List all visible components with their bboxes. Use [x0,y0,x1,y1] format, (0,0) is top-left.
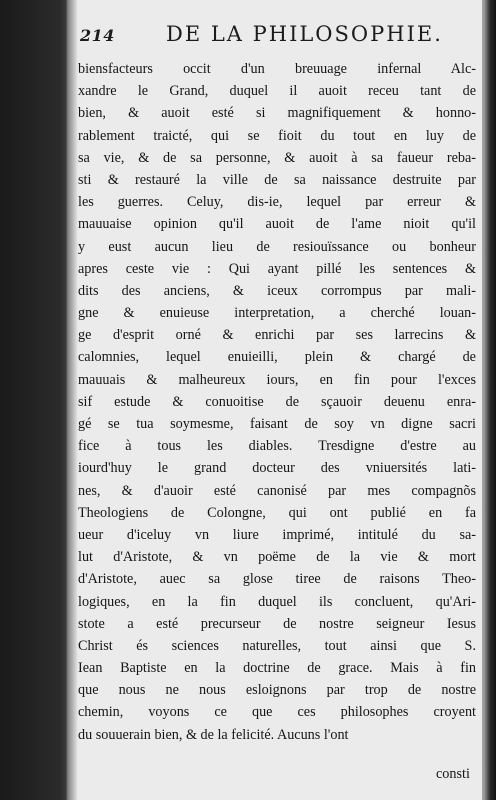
text-line: rablement traicté, qui se fioit du tout en luy de [78,127,476,144]
text-line: dits des anciens, & iceux corrompus par mali- [78,282,476,299]
text-line: mauuais & malheureux iours, en fin pour l'exces [78,371,476,388]
gutter-shadow [68,0,78,800]
text-line: biensfacteurs occit d'un breuuage infernal Alc- [78,61,476,77]
text-line: gne & enuieuse interpretation, a cherché louan- [78,305,476,322]
text-line: du souuerain bien, & de la felicité. Aucuns l'ont [78,726,349,743]
text-line: d'Aristote, auec sa glose tiree de raisons Theo- [78,571,476,588]
book-page [68,0,482,800]
text-line: fice à tous les diables. Tresdigne d'estre au [78,438,476,455]
catchword: consti [436,766,470,782]
text-line: nes, & d'auoir esté canonisé par mes compagnõs [78,482,476,499]
text-line: sif estude & conuoitise de sçauoir deuenu enra- [78,393,476,410]
text-line: y eust aucun lieu de resiouïssance ou bonheur [78,238,476,255]
text-line: que nous ne nous esloignons par trop de nostre [78,682,476,699]
text-line: bien, & auoit esté si magnifiquement & honno- [78,105,476,122]
text-line: apres ceste vie : Qui ayant pillé les sentences & [78,260,476,277]
text-line: iourd'huy le grand docteur des vniuersités lati- [78,460,476,477]
text-line: chemin, voyons ce que ces philosophes croyent [78,704,476,721]
text-line: logiques, en la fin duquel ils concluent, qu'Ari- [78,593,476,610]
text-line: ueur d'iceluy vn liure imprimé, intitulé du sa- [78,526,476,543]
text-line: sti & restauré la ville de sa naissance destruite par [78,171,476,188]
body-text [78,58,476,746]
text-line: les guerres. Celuy, dis-ie, lequel par erreur & [78,194,476,211]
text-line: gé se tua soymesme, faisant de soy vn digne sacri [78,416,476,432]
page-number: 214 [80,26,115,45]
running-head: DE LA PHILOSOPHIE. [166,22,443,46]
text-line: mauuaise opinion qu'il auoit de l'ame nioit qu'il [78,216,476,233]
text-line: calomnies, lequel enuieilli, plein & chargé de [78,349,476,366]
text-line: Theologiens de Colongne, qui ont publié en fa [78,504,476,521]
text-line: Iean Baptiste en la doctrine de grace. Mais à fin [78,660,476,677]
text-line: stote a esté precurseur de nostre seigneur Iesus [78,615,476,632]
page-header [80,22,480,46]
text-line: xandre le Grand, duquel il auoit receu tant de [78,83,476,100]
text-line: sa vie, & de sa personne, & auoit à sa faueur reba- [78,149,476,166]
text-line: lut d'Aristote, & vn poëme de la vie & mort [78,549,476,566]
text-line: ge d'esprit orné & enrichi par ses larrecins & [78,327,476,344]
text-line: Christ és sciences naturelles, tout ainsi que S. [78,637,476,654]
